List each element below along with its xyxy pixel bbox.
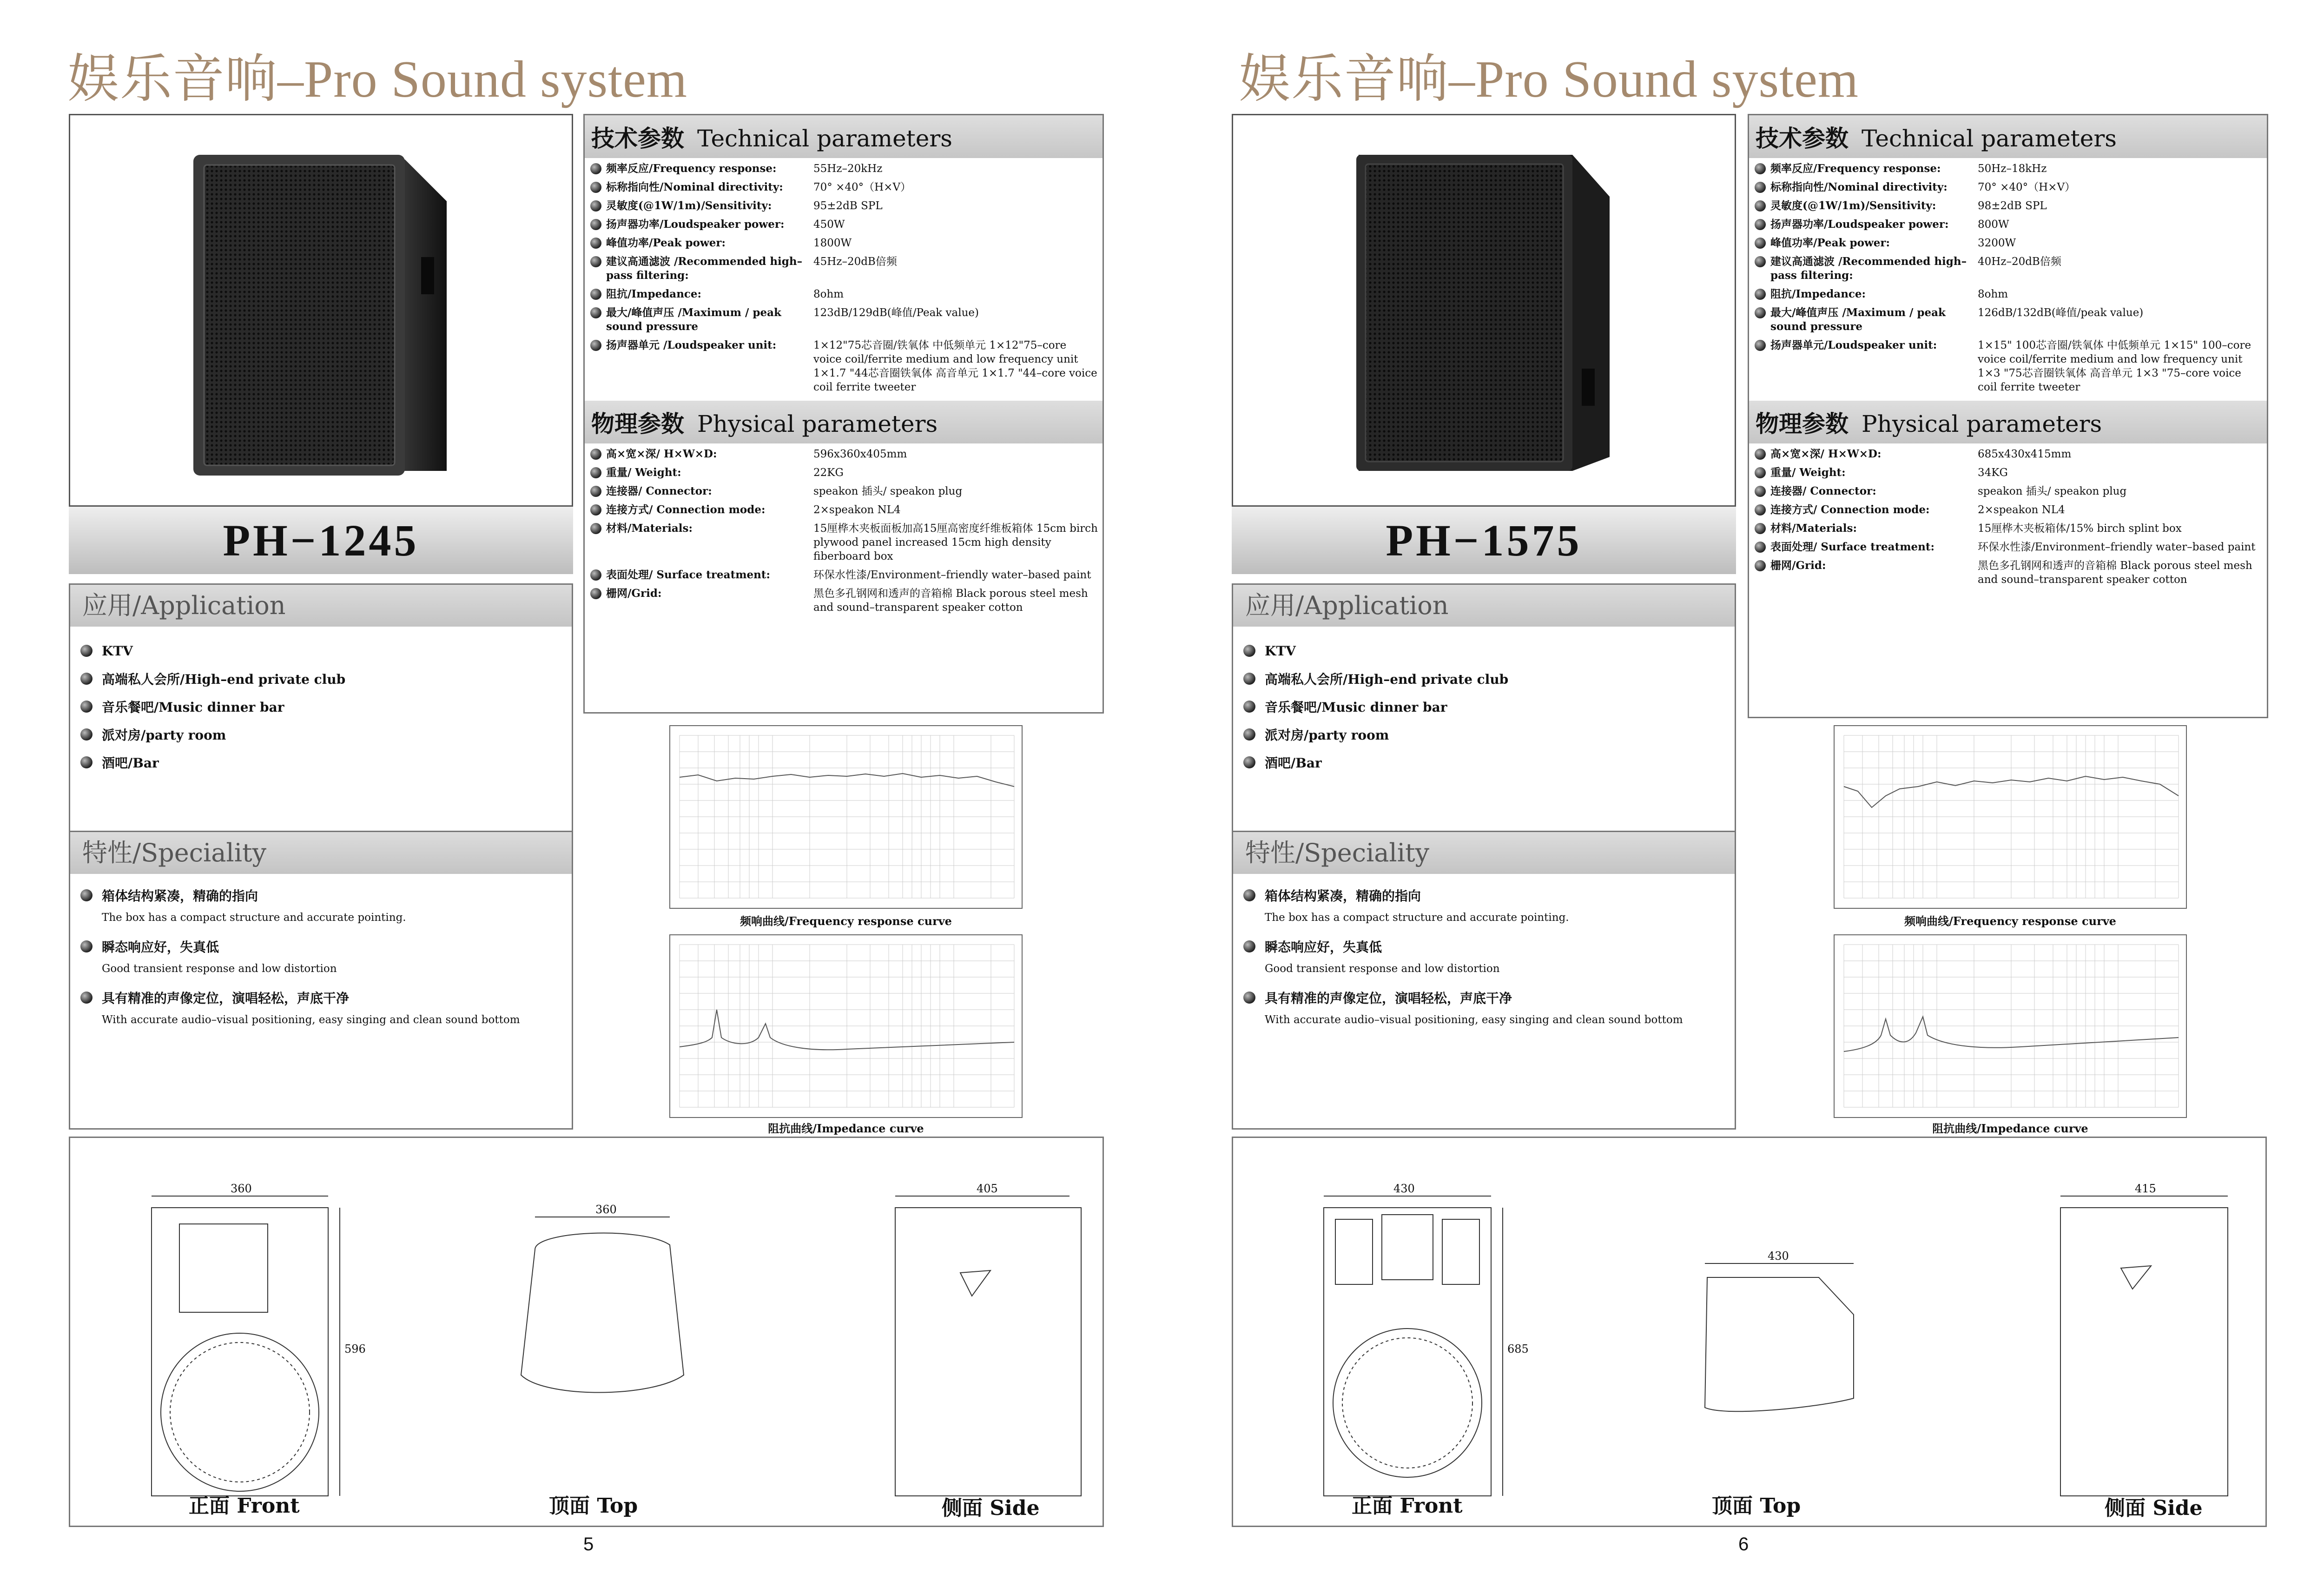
application-item: 酒吧/Bar [1243,748,1735,776]
speciality-panel [69,832,573,1130]
parameter-row [1755,522,2267,536]
bullet-icon [1755,219,1766,230]
parameter-row [590,568,1103,582]
application-item: 音乐餐吧/Music dinner bar [1243,693,1735,721]
bullet-icon [590,163,601,174]
bullet-icon [590,569,601,581]
parameter-row [1755,447,2267,461]
dimension-drawings [1232,1137,2267,1527]
side-width-dim: 415 [2135,1182,2156,1195]
parameter-value: 55Hz–20kHz [813,163,883,175]
parameter-label: 建议高通滤波 /Recommended high–pass filtering: [1755,255,1978,283]
parameter-value: 95±2dB SPL [813,200,883,212]
bullet-icon [1243,645,1255,657]
parameter-row [1755,466,2267,480]
parameter-value: 2×speakon NL4 [813,504,901,516]
parameter-label: 峰值功率/Peak power: [590,236,813,250]
application-item: 音乐餐吧/Music dinner bar [80,693,572,721]
side-view-label: 侧面 Side [942,1496,1040,1520]
bullet-icon [1755,307,1766,318]
bullet-icon [1755,449,1766,460]
page-header-title: 娱乐音响–Pro Sound system [67,51,687,108]
parameter-label: 灵敏度(@1W/1m)/Sensitivity: [1755,199,1978,213]
application-item: 派对房/party room [1243,721,1735,748]
application-panel [1232,583,1736,832]
parameter-label: 阻抗/Impedance: [590,287,813,301]
frequency-caption: 频响曲线/Frequency response curve [1904,914,2116,928]
bullet-icon [1755,542,1766,553]
technical-parameters-table [583,114,1104,714]
bullet-icon [1755,560,1766,571]
parameter-label: 灵敏度(@1W/1m)/Sensitivity: [590,199,813,213]
bullet-icon [590,238,601,249]
parameter-value: 98±2dB SPL [1978,200,2047,212]
bullet-icon [80,992,92,1004]
bullet-icon [80,701,92,713]
parameter-label: 最大/峰值声压 /Maximum / peak sound pressure [590,306,813,334]
parameter-label: 高×宽×深/ H×W×D: [1755,447,1978,461]
parameter-label: 材料/Materials: [590,522,813,563]
speciality-item: 箱体结构紧凑，精确的指向 The box has a compact structure and accurate pointing. [1233,886,1735,925]
front-width-dim: 360 [231,1182,252,1195]
bullet-icon [590,523,601,534]
parameter-value: 1800W [813,237,852,249]
front-view-label: 正面 Front [1352,1494,1463,1518]
application-item: 高端私人会所/High–end private club [1243,665,1735,693]
bullet-icon [1243,992,1255,1004]
parameter-value: 685x430x415mm [1978,448,2072,460]
physical-rows [585,443,1103,615]
page-header-title: 娱乐音响–Pro Sound system [1239,51,1859,108]
product-photo [69,114,573,507]
parameter-value: 15厘桦木夹板箱体/15% birch splint box [1978,522,2182,535]
front-width-dim: 430 [1393,1182,1415,1195]
application-item: KTV [1243,637,1735,665]
technical-parameters-table [1748,114,2268,718]
application-item: 酒吧/Bar [80,748,572,776]
parameter-label: 连接方式/ Connection mode: [590,503,813,517]
parameter-value: speakon 插头/ speakon plug [813,485,963,497]
bullet-icon [590,289,601,300]
bullet-icon [80,756,92,768]
parameter-value: 黑色多孔钢网和透声的音箱棉 Black porous steel mesh and sound–transparent speaker cotton [1978,560,2252,586]
parameter-label: 表面处理/ Surface treatment: [1755,540,1978,554]
bullet-icon [590,307,601,318]
parameter-row [1755,180,2267,194]
bullet-icon [1755,340,1766,351]
parameter-row [590,255,1103,283]
parameter-value: 环保水性漆/Environment–friendly water–based paint [813,569,1091,581]
parameter-value: 40Hz–20dB倍频 [1978,256,2061,268]
application-item: KTV [80,637,572,665]
graph-grid [1835,726,2188,910]
bullet-icon [80,728,92,741]
page-number: 6 [1738,1534,1749,1554]
speciality-title: 特性/Speciality [70,832,572,874]
bullet-icon [590,256,601,267]
parameter-row [1755,199,2267,213]
technical-title: 技术参数 Technical parameters [1749,115,2267,158]
parameter-value: 596x360x405mm [813,448,907,460]
page-number: 5 [583,1534,594,1554]
top-width-dim: 360 [595,1203,617,1216]
bullet-icon [1243,728,1255,741]
application-title: 应用/Application [1233,585,1735,627]
parameter-label: 建议高通滤波 /Recommended high–pass filtering: [590,255,813,283]
bullet-icon [590,219,601,230]
parameter-row [1755,162,2267,176]
graph-grid [1835,935,2188,1119]
front-view-label: 正面 Front [189,1494,300,1518]
parameter-value: 70° ×40°（H×V） [1978,181,2076,193]
top-view-label: 顶面 Top [549,1494,638,1518]
parameter-row [1755,559,2267,587]
parameter-row [590,522,1103,563]
parameter-row [1755,338,2267,394]
graph-grid [670,726,1023,910]
bullet-icon [590,467,601,478]
parameter-label: 扬声器单元 /Loudspeaker unit: [590,338,813,394]
parameter-label: 标称指向性/Nominal directivity: [1755,180,1978,194]
bullet-icon [80,673,92,685]
technical-drawing [1233,1138,2268,1528]
parameter-value: 1×12"75芯音圈/铁氧体 中低频单元 1×12"75–core voice coil/ferrite medium and low frequency unit 1×1.7 "44芯音圈铁氧体 高音单元 1×1.7 "44–core voice coil ferrite tweeter [813,339,1097,393]
parameter-label: 连接方式/ Connection mode: [1755,503,1978,517]
speaker-cabinet-image [186,150,456,476]
parameter-value: 3200W [1978,237,2016,249]
frequency-response-graph [669,725,1023,909]
parameter-value: 环保水性漆/Environment–friendly water–based paint [1978,541,2256,553]
bullet-icon [1755,256,1766,267]
bullet-icon [80,889,92,901]
parameter-value: 8ohm [1978,288,2008,300]
parameter-value: 45Hz–20dB倍频 [813,256,897,268]
parameter-label: 材料/Materials: [1755,522,1978,536]
parameter-value: 123dB/129dB(峰值/Peak value) [813,307,979,319]
bullet-icon [1755,200,1766,212]
side-width-dim: 405 [977,1182,998,1195]
bullet-icon [1243,673,1255,685]
bullet-icon [1243,940,1255,952]
parameter-value: 450W [813,218,845,231]
speciality-item: 具有精准的声像定位，演唱轻松，声底干净 With accurate audio–visual positioning, easy singing and clean sound bottom [1233,988,1735,1027]
application-panel [69,583,573,832]
parameter-label: 频率反应/Frequency response: [590,162,813,176]
parameter-value: 1×15" 100芯音圈/铁氧体 中低频单元 1×15" 100–core voice coil/ferrite medium and low frequency unit 1×3 "75芯音圈铁氧体 高音单元 1×3 "75–core voice coil ferrite tweeter [1978,339,2251,393]
parameter-value: 800W [1978,218,2009,231]
physical-title: 物理参数 Physical parameters [585,401,1103,443]
front-height-dim: 685 [1507,1342,1529,1356]
parameter-row [1755,287,2267,301]
bullet-icon [80,645,92,657]
speciality-title: 特性/Speciality [1233,832,1735,874]
speciality-item: 瞬态响应好，失真低 Good transient response and low distortion [70,937,572,976]
application-item: 高端私人会所/High–end private club [80,665,572,693]
product-photo [1232,114,1736,507]
top-width-dim: 430 [1768,1250,1789,1263]
front-height-dim: 596 [344,1342,366,1356]
bullet-icon [590,182,601,193]
frequency-response-graph [1834,725,2187,909]
parameter-row [1755,306,2267,334]
parameter-label: 频率反应/Frequency response: [1755,162,1978,176]
bullet-icon [1243,701,1255,713]
parameter-value: 126dB/132dB(峰值/peak value) [1978,307,2144,319]
parameter-row [590,503,1103,517]
parameter-row [590,466,1103,480]
parameter-row [590,180,1103,194]
catalog-page [1164,0,2324,1587]
side-view-label: 侧面 Side [2105,1496,2203,1520]
parameter-label: 阻抗/Impedance: [1755,287,1978,301]
bullet-icon [590,449,601,460]
technical-title: 技术参数 Technical parameters [585,115,1103,158]
parameter-row [1755,484,2267,498]
parameter-row [590,162,1103,176]
bullet-icon [1755,289,1766,300]
speciality-panel [1232,832,1736,1130]
parameter-row [590,287,1103,301]
parameter-value: 15厘桦木夹板面板加高15厘高密度纤维板箱体 15cm birch plywood panel increased 15cm high density fiberboard box [813,522,1098,562]
bullet-icon [590,486,601,497]
parameter-row [590,484,1103,498]
parameter-label: 连接器/ Connector: [1755,484,1978,498]
technical-rows [585,158,1103,394]
bullet-icon [1755,504,1766,516]
model-name: PH−1245 [69,507,573,574]
parameter-label: 扬声器单元/Loudspeaker unit: [1755,338,1978,394]
application-item: 派对房/party room [80,721,572,748]
parameter-row [1755,218,2267,231]
bullet-icon [1755,163,1766,174]
speciality-item: 具有精准的声像定位，演唱轻松，声底干净 With accurate audio–visual positioning, easy singing and clean sound bottom [70,988,572,1027]
physical-rows [1749,443,2267,587]
parameter-value: 8ohm [813,288,844,300]
parameter-value: speakon 插头/ speakon plug [1978,485,2127,497]
frequency-caption: 频响曲线/Frequency response curve [740,914,952,928]
bullet-icon [590,200,601,212]
speaker-cabinet-image [1349,150,1619,476]
parameter-row [590,199,1103,213]
bullet-icon [590,588,601,599]
model-name: PH−1575 [1232,507,1736,574]
speciality-item: 瞬态响应好，失真低 Good transient response and low distortion [1233,937,1735,976]
parameter-value: 2×speakon NL4 [1978,504,2065,516]
parameter-row [590,218,1103,231]
parameter-value: 黑色多孔钢网和透声的音箱棉 Black porous steel mesh and sound–transparent speaker cotton [813,588,1088,614]
parameter-label: 重量/ Weight: [1755,466,1978,480]
graph-grid [670,935,1023,1119]
parameter-value: 34KG [1978,467,2008,479]
impedance-graph [1834,934,2187,1118]
impedance-caption: 阻抗曲线/Impedance curve [768,1122,924,1135]
parameter-label: 标称指向性/Nominal directivity: [590,180,813,194]
technical-drawing [70,1138,1105,1528]
parameter-row [590,587,1103,615]
impedance-graph [669,934,1023,1118]
bullet-icon [1755,486,1766,497]
parameter-value: 22KG [813,467,844,479]
parameter-value: 70° ×40°（H×V） [813,181,911,193]
parameter-row [1755,540,2267,554]
parameter-label: 表面处理/ Surface treatment: [590,568,813,582]
top-view-label: 顶面 Top [1712,1494,1801,1518]
dimension-drawings [69,1137,1104,1527]
parameter-row [1755,503,2267,517]
parameter-row [1755,255,2267,283]
parameter-row [590,306,1103,334]
parameter-row [590,236,1103,250]
parameter-label: 高×宽×深/ H×W×D: [590,447,813,461]
parameter-label: 扬声器功率/Loudspeaker power: [590,218,813,231]
physical-title: 物理参数 Physical parameters [1749,401,2267,443]
bullet-icon [1243,889,1255,901]
bullet-icon [590,504,601,516]
bullet-icon [590,340,601,351]
parameter-label: 扬声器功率/Loudspeaker power: [1755,218,1978,231]
parameter-row [590,338,1103,394]
parameter-label: 连接器/ Connector: [590,484,813,498]
parameter-label: 峰值功率/Peak power: [1755,236,1978,250]
speciality-item: 箱体结构紧凑，精确的指向 The box has a compact structure and accurate pointing. [70,886,572,925]
parameter-value: 50Hz–18kHz [1978,163,2047,175]
bullet-icon [1755,523,1766,534]
bullet-icon [1243,756,1255,768]
bullet-icon [1755,238,1766,249]
impedance-caption: 阻抗曲线/Impedance curve [1932,1122,2088,1135]
parameter-label: 最大/峰值声压 /Maximum / peak sound pressure [1755,306,1978,334]
application-title: 应用/Application [70,585,572,627]
parameter-row [590,447,1103,461]
technical-rows [1749,158,2267,394]
parameter-label: 重量/ Weight: [590,466,813,480]
parameter-row [1755,236,2267,250]
bullet-icon [80,940,92,952]
parameter-label: 栅网/Grid: [590,587,813,615]
bullet-icon [1755,467,1766,478]
parameter-label: 栅网/Grid: [1755,559,1978,587]
bullet-icon [1755,182,1766,193]
